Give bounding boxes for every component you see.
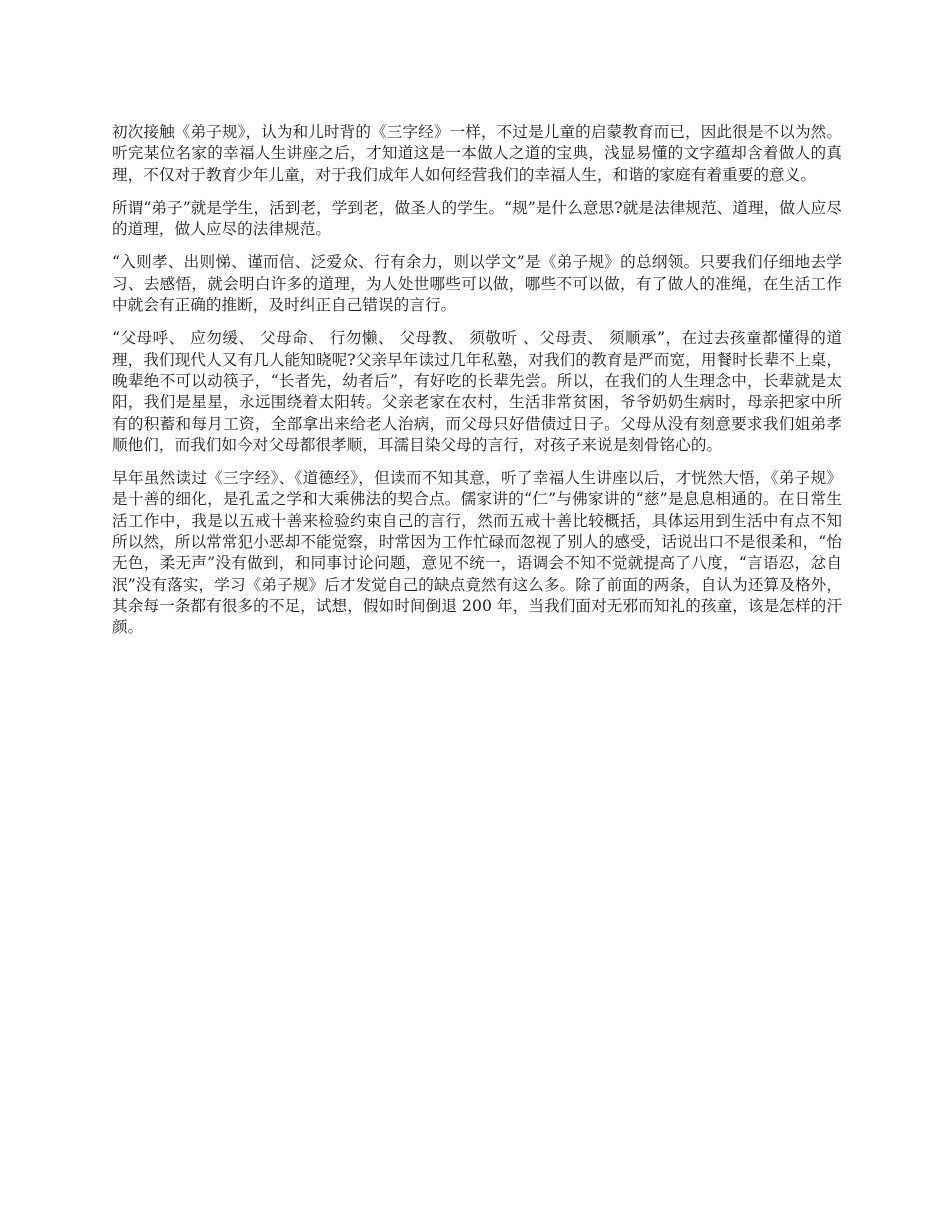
paragraph-5: 早年虽然读过《三字经》、《道德经》，但读而不知其意，听了幸福人生讲座以后，才恍然大悟，《弟子规》是十善的细化，是孔孟之学和大乘佛法的契合点。儒家讲的“仁”与佛家讲的“慈”是息息相通的。在日常生活工作中，我是以五戒十善来检验约束自己的言行，然而五戒十善比较概括，具体运用到生活中有点不知所以然，所以常常犯小恶却不能觉察，时常因为工作忙碌而忽视了别人的感受，话说出口不是很柔和，“怡无色，柔无声”没有做到，和同事讨论问题，意见不统一，语调会不知不觉就提高了八度，“言语忍，忿自泯”没有落实，学习《弟子规》后才发觉自己的缺点竟然有这么多。除了前面的两条，自认为还算及格外，其余每一条都有很多的不足，试想，假如时间倒退 200 年，当我们面对无邪而知礼的孩童，该是怎样的汗颜。	[112, 469, 842, 637]
paragraph-2: 所谓“弟子”就是学生，活到老，学到老，做圣人的学生。“规”是什么意思?就是法律规范、道理，做人应尽的道理，做人应尽的法律规范。	[112, 198, 842, 239]
paragraph-1: 初次接触《弟子规》，认为和儿时背的《三字经》一样，不过是儿童的启蒙教育而已，因此很是不以为然。听完某位名家的幸福人生讲座之后，才知道这是一本做人之道的宝典，浅显易懂的文字蕴却含着做人的真理，不仅对于教育少年儿童，对于我们成年人如何经营我们的幸福人生，和谐的家庭有着重要的意义。	[112, 123, 842, 184]
paragraph-3: “入则孝、出则悌、谨而信、泛爱众、行有余力，则以学文”是《弟子规》的总纲领。只要我们仔细地去学习、去感悟，就会明白许多的道理，为人处世哪些可以做，哪些不可以做，有了做人的准绳，在生活工作中就会有正确的推断，及时纠正自己错误的言行。	[112, 253, 842, 315]
paragraph-4: “父母呼、 应勿缓、 父母命、 行勿懒、 父母教、 须敬听 、父母责、 须顺承”，在过去孩童都懂得的道理，我们现代人又有几人能知晓呢?父亲早年读过几年私塾，对我们的教育是严而宽，用餐时长辈不上桌，晚辈绝不可以动筷子，“长者先，幼者后”，有好吃的长辈先尝。所以，在我们的人生理念中，长辈就是太阳，我们是星星，永远围绕着太阳转。父亲老家在农村，生活非常贫困，爷爷奶奶生病时，母亲把家中所有的积蓄和每月工资，全部拿出来给老人治病，而父母只好借债过日子。父母从没有刻意要求我们姐弟孝顺他们，而我们如今对父母都很孝顺，耳濡目染父母的言行，对孩子来说是刻骨铭心的。	[112, 329, 842, 454]
document-body	[112, 122, 842, 651]
